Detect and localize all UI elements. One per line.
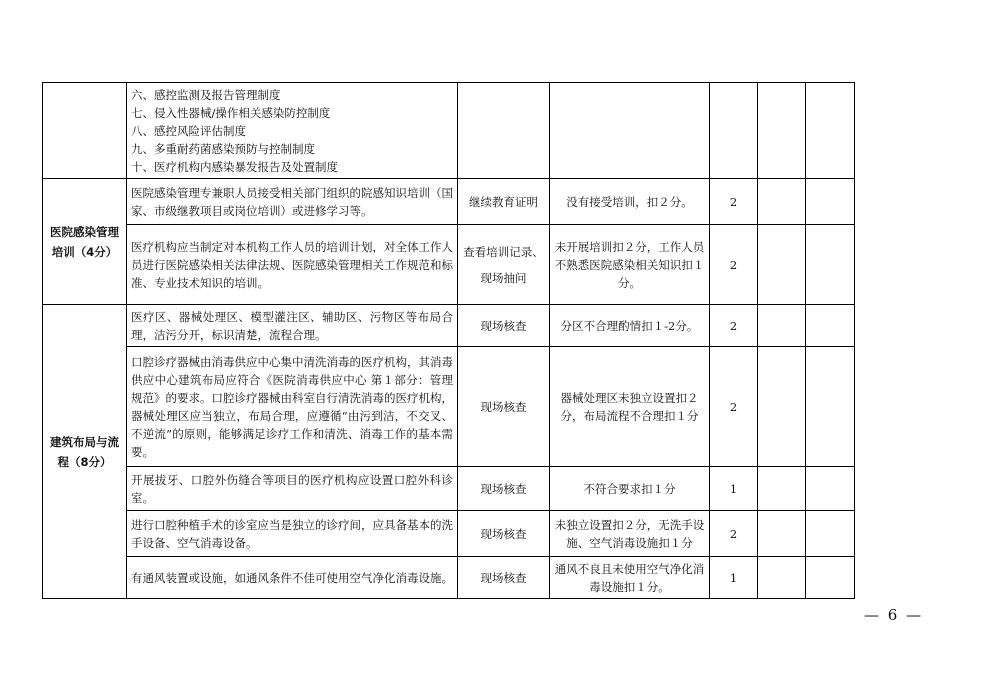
- content-cell: 医院感染管理专兼职人员接受相关部门组织的院感知识培训（国家、市级继教项目或岗位培训）或进修学习等。: [127, 179, 458, 225]
- standard-cell: 通风不良且未使用空气净化消毒设施扣１分。: [550, 557, 710, 599]
- content-line: 六、感控监测及报告管理制度: [131, 87, 281, 102]
- score-cell: 2: [710, 511, 758, 557]
- content-cell: 开展拔牙、口腔外伤缝合等项目的医疗机构应设置口腔外科诊室。: [127, 467, 458, 511]
- content-line: 九、多重耐药菌感染预防与控制制度: [131, 141, 315, 156]
- table-row: [43, 557, 855, 599]
- blank-cell: [758, 83, 806, 179]
- standard-cell: 分区不合理酌情扣１-2分。: [550, 305, 710, 347]
- category-cell: 建筑布局与流程（8分）: [43, 305, 127, 599]
- standard-cell: [550, 83, 710, 179]
- blank-cell: [806, 305, 855, 347]
- method-cell: [458, 83, 550, 179]
- content-cell: 医疗区、器械处理区、模型灌注区、辅助区、污物区等布局合理，洁污分开，标识清楚，流程合理。: [127, 305, 458, 347]
- score-cell: 2: [710, 179, 758, 225]
- method-cell: 现场核查: [458, 347, 550, 467]
- content-line: 十、医疗机构内感染暴发报告及处置制度: [131, 159, 338, 174]
- standard-cell: 未独立设置扣２分，无洗手设施、空气消毒设施扣１分: [550, 511, 710, 557]
- table-row: [43, 305, 855, 347]
- blank-cell: [758, 347, 806, 467]
- blank-cell: [806, 83, 855, 179]
- blank-cell: [758, 557, 806, 599]
- content-cell: 进行口腔种植手术的诊室应当是独立的诊疗间，应具备基本的洗手设备、空气消毒设备。: [127, 511, 458, 557]
- category-cell: 医院感染管理培训（4分）: [43, 179, 127, 305]
- category-cell: [43, 83, 127, 179]
- table-row: [43, 347, 855, 467]
- method-cell: 现场核查: [458, 467, 550, 511]
- content-line: 八、感控风险评估制度: [131, 123, 246, 138]
- table-row: [43, 83, 855, 179]
- method-line: 查看培训记录、: [463, 244, 544, 259]
- standard-cell: 未开展培训扣２分，工作人员不熟悉医院感染相关知识扣１分。: [550, 225, 710, 305]
- method-cell: 现场核查: [458, 557, 550, 599]
- score-cell: 1: [710, 557, 758, 599]
- table-row: [43, 179, 855, 225]
- standard-cell: 器械处理区未独立设置扣２分，布局流程不合理扣１分: [550, 347, 710, 467]
- score-cell: 1: [710, 467, 758, 511]
- score-cell: [710, 83, 758, 179]
- blank-cell: [758, 179, 806, 225]
- blank-cell: [806, 347, 855, 467]
- blank-cell: [806, 179, 855, 225]
- blank-cell: [758, 225, 806, 305]
- blank-cell: [758, 511, 806, 557]
- standard-cell: 没有接受培训，扣２分。: [550, 179, 710, 225]
- method-cell: 继续教育证明: [458, 179, 550, 225]
- blank-cell: [806, 467, 855, 511]
- content-cell: 医疗机构应当制定对本机构工作人员的培训计划，对全体工作人员进行医院感染相关法律法规、医院感染管理相关工作规范和标准、专业技术知识的培训。: [127, 225, 458, 305]
- method-cell: 现场核查: [458, 511, 550, 557]
- blank-cell: [806, 557, 855, 599]
- table-row: [43, 225, 855, 305]
- blank-cell: [806, 225, 855, 305]
- table-row: [43, 467, 855, 511]
- content-line: 七、侵入性器械/操作相关感染防控制度: [131, 105, 331, 120]
- blank-cell: [758, 467, 806, 511]
- inspection-table: [42, 82, 855, 599]
- table-row: [43, 511, 855, 557]
- method-line: 现场抽问: [480, 270, 527, 285]
- standard-cell: 不符合要求扣１分: [550, 467, 710, 511]
- score-cell: 2: [710, 347, 758, 467]
- blank-cell: [758, 305, 806, 347]
- blank-cell: [806, 511, 855, 557]
- content-cell: [127, 83, 458, 179]
- content-cell: 有通风装置或设施，如通风条件不佳可使用空气净化消毒设施。: [127, 557, 458, 599]
- method-cell: [458, 225, 550, 305]
- score-cell: 2: [710, 225, 758, 305]
- page-number: — 6 —: [864, 606, 924, 624]
- method-cell: 现场核查: [458, 305, 550, 347]
- content-cell: 口腔诊疗器械由消毒供应中心集中清洗消毒的医疗机构，其消毒供应中心建筑布局应符合《医院消毒供应中心 第１部分：管理规范》的要求。口腔诊疗器械由科室自行清洗消毒的医疗机构，器械处理区应当独立，布局合理，应遵循“由污到洁，不交叉、不逆流”的原则，能够满足诊疗工作和清洗、消毒工作的基本需要。: [127, 347, 458, 467]
- score-cell: 2: [710, 305, 758, 347]
